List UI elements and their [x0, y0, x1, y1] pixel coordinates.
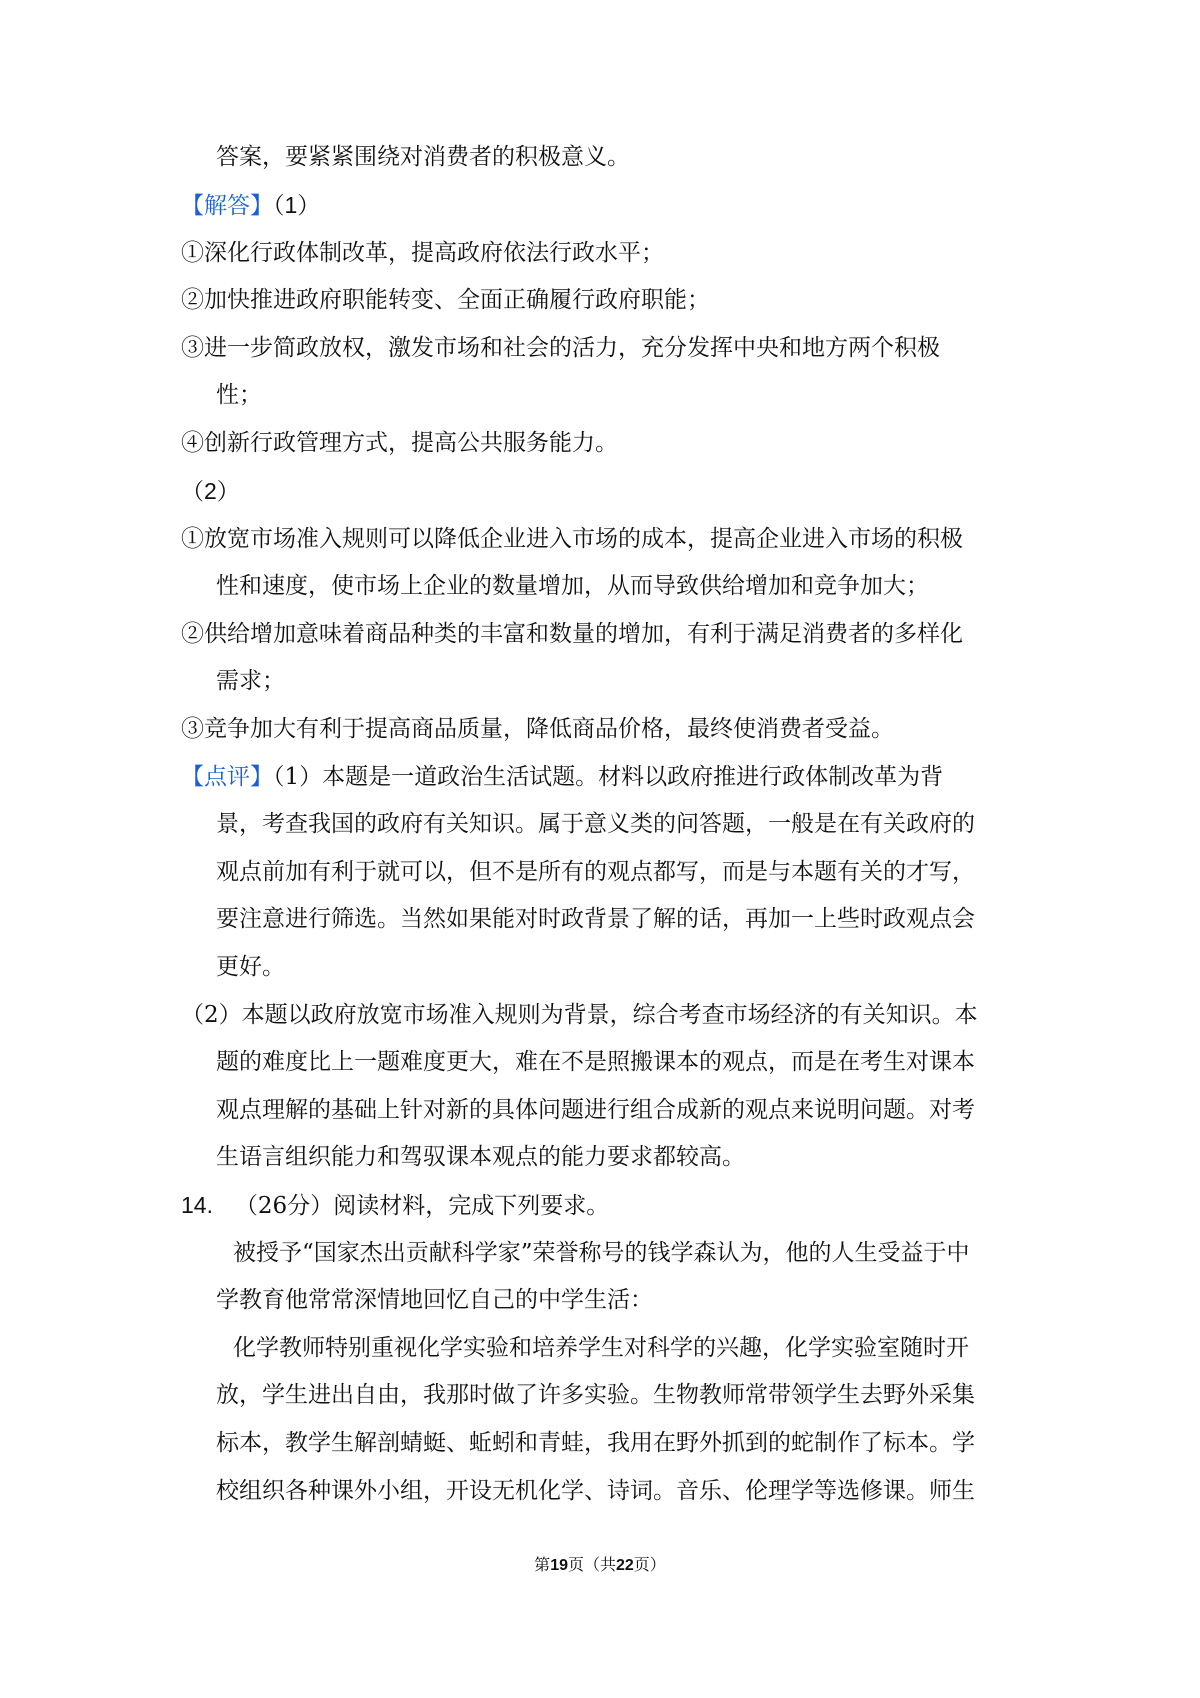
text-line: 性； [216, 382, 262, 408]
text-line: 被授予“国家杰出贡献科学家”荣誉称号的钱学森认为，他的人生受益于中 [233, 1240, 970, 1266]
text-line: 要注意进行筛选。当然如果能对时政背景了解的话，再加一上些时政观点会 [216, 906, 975, 932]
part2-label: （2） [181, 478, 240, 504]
text-line: ④创新行政管理方式，提高公共服务能力。 [181, 430, 618, 456]
text-line: 需求； [216, 668, 285, 694]
page-footer [0, 1554, 1200, 1577]
text-line: 化学教师特别重视化学实验和培养学生对科学的兴趣，化学实验室随时开 [233, 1335, 969, 1361]
footer-prefix: 第 [534, 1555, 551, 1574]
total-pages: 22 [616, 1557, 634, 1574]
text-line: ②供给增加意味着商品种类的丰富和数量的增加，有利于满足消费者的多样化 [181, 621, 963, 647]
text-line: ③进一步简政放权，激发市场和社会的活力，充分发挥中央和地方两个积极 [181, 335, 940, 361]
text-line: 景，考查我国的政府有关知识。属于意义类的问答题，一般是在有关政府的 [216, 811, 975, 837]
text-line: ①深化行政体制改革，提高政府依法行政水平； [181, 240, 664, 266]
text-line: 学教育他常常深情地回忆自己的中学生活： [216, 1287, 653, 1313]
answer-part1: （1） [273, 192, 321, 218]
review-tag: 【点评】 [181, 764, 273, 790]
text-line: 标本，教学生解剖蜻蜓、蚯蚓和青蛙，我用在野外抓到的蛇制作了标本。学 [216, 1430, 975, 1456]
text-line: 观点前加有利于就可以，但不是所有的观点都写，而是与本题有关的才写， [216, 859, 975, 885]
answer-heading [181, 190, 320, 221]
answer-tag: 【解答】 [181, 193, 273, 219]
text-line: 放，学生进出自由，我那时做了许多实验。生物教师常带领学生去野外采集 [216, 1382, 975, 1408]
text-line: ①放宽市场准入规则可以降低企业进入市场的成本，提高企业进入市场的积极 [181, 526, 963, 552]
text-line: 观点理解的基础上针对新的具体问题进行组合成新的观点来说明问题。对考 [216, 1097, 975, 1123]
text-line: ③竞争加大有利于提高商品质量，降低商品价格，最终使消费者受益。 [181, 716, 894, 742]
question-number: 14. [181, 1192, 213, 1218]
text-line: （2）本题以政府放宽市场准入规则为背景，综合考查市场经济的有关知识。本 [181, 1002, 978, 1028]
page-number: 19 [550, 1557, 568, 1574]
text-line: 更好。 [216, 954, 285, 980]
review-heading [181, 762, 943, 792]
question-heading [181, 1190, 609, 1221]
footer-suffix: 页） [633, 1555, 666, 1574]
footer-middle: 页（共 [567, 1555, 616, 1574]
review-text: （1）本题是一道政治生活试题。材料以政府推进行政体制改革为背 [273, 764, 944, 790]
text-line: ②加快推进政府职能转变、全面正确履行政府职能； [181, 287, 710, 313]
text-line: 生语言组织能力和驾驭课本观点的能力要求都较高。 [216, 1144, 745, 1170]
text-line: 性和速度，使市场上企业的数量增加，从而导致供给增加和竞争加大； [216, 573, 929, 599]
text-line: 答案，要紧紧围绕对消费者的积极意义。 [216, 144, 630, 170]
text-line: 题的难度比上一题难度更大，难在不是照搬课本的观点，而是在考生对课本 [216, 1049, 975, 1075]
text-line: 校组织各种课外小组，开设无机化学、诗词。音乐、伦理学等选修课。师生 [216, 1478, 975, 1504]
question-text: （26分）阅读材料，完成下列要求。 [234, 1193, 610, 1219]
